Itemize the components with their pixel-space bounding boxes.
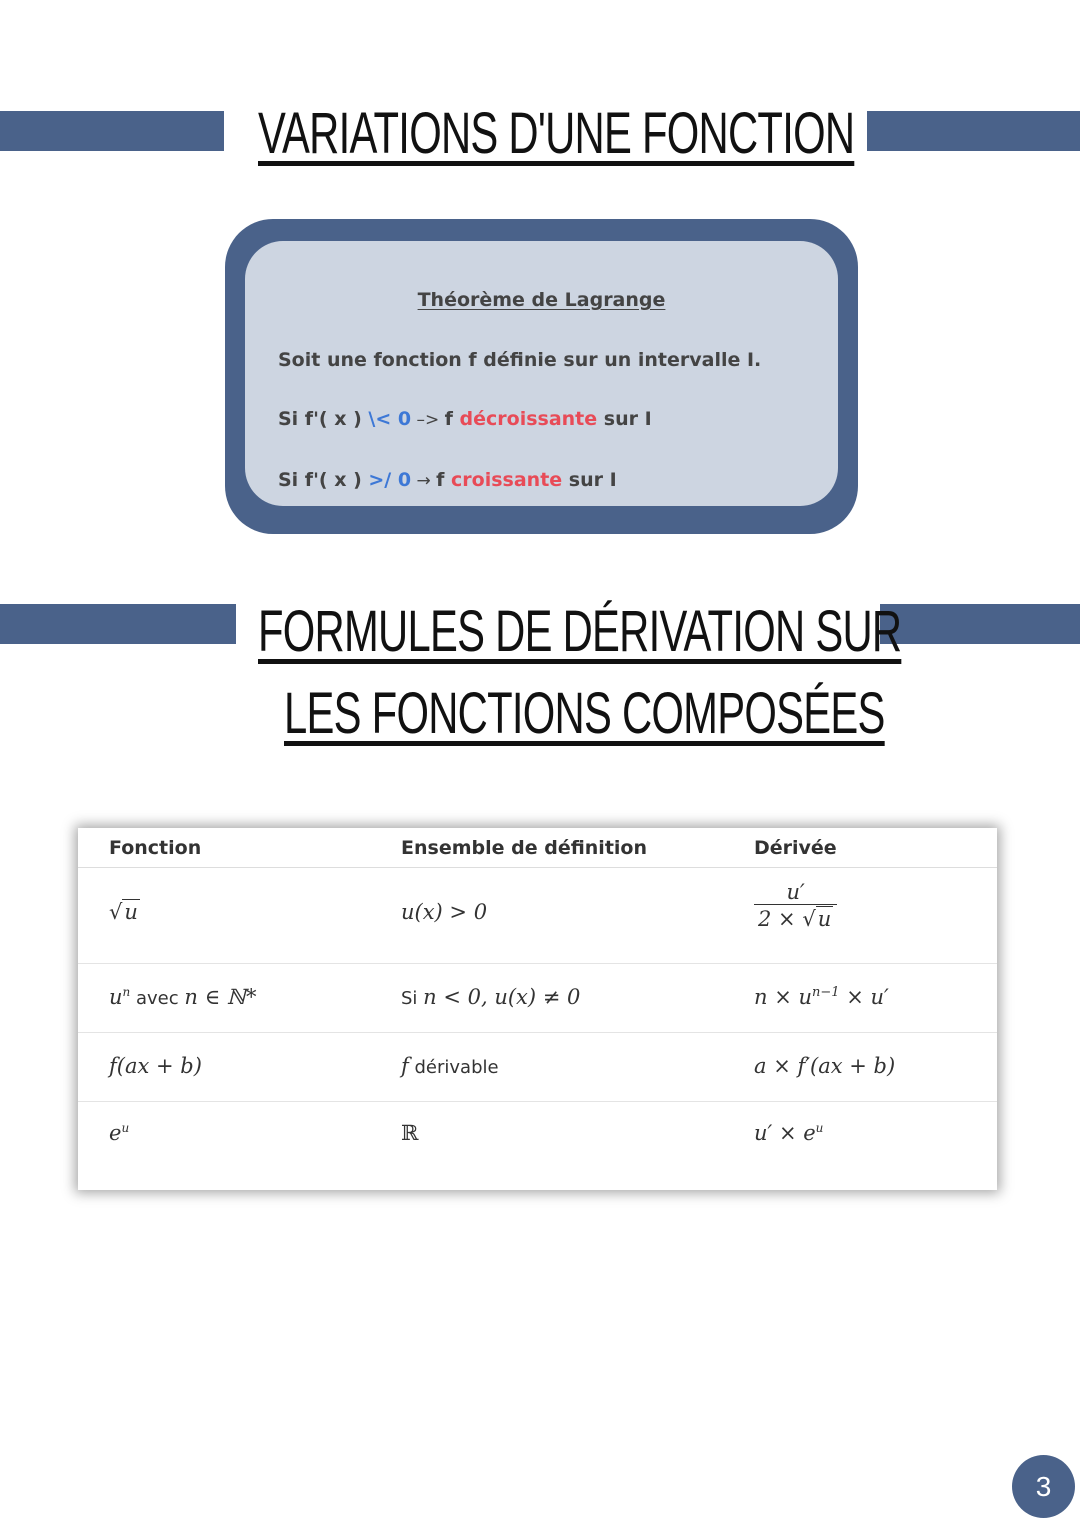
cell-derivee: a × f′(ax + b) (754, 1054, 896, 1078)
heading2-bar-right (880, 604, 1080, 644)
theorem-title: Théorème de Lagrange (417, 289, 666, 311)
cell-fonction: $u^n$ avec n ∈ ℕ* (109, 985, 257, 1009)
page-number-badge: 3 (1012, 1455, 1075, 1518)
increasing-suffix: sur I (562, 469, 617, 491)
decreasing-word: décroissante (459, 408, 598, 430)
cell-ensemble: ℝ (401, 1121, 419, 1145)
derivation-table (78, 828, 997, 1190)
table-row (78, 1101, 997, 1161)
header-derivee: Dérivée (754, 837, 837, 859)
table-row (78, 963, 997, 1033)
theorem-line-increasing (278, 469, 617, 491)
cell-fonction: $e^u$ (109, 1121, 130, 1145)
decreasing-f: f (444, 408, 460, 430)
theorem-box-inner (245, 241, 838, 506)
cell-fonction: f(ax + b) (109, 1054, 202, 1078)
increasing-prefix: Si f'( x ) (278, 469, 369, 491)
header-fonction: Fonction (109, 837, 202, 859)
cell-ensemble: u(x) > 0 (401, 900, 488, 924)
increasing-sign: >/ (368, 469, 398, 491)
section-title-formules-line2: LES FONCTIONS COMPOSÉES (284, 681, 885, 746)
theorem-line-decreasing (278, 408, 652, 430)
heading-bar-left (0, 111, 224, 151)
decreasing-arrow: –> (411, 410, 445, 430)
heading-bar-right (867, 111, 1080, 151)
theorem-line-definition: Soit une fonction f définie sur un intervalle I. (278, 349, 762, 371)
theorem-box (225, 219, 858, 534)
section-title-formules-line1: FORMULES DE DÉRIVATION SUR (258, 599, 902, 664)
table-row (78, 1032, 997, 1102)
decreasing-sign: \< 0 (368, 408, 412, 430)
derivee-fraction: $\frac{u'}{2 \times √u}$ (754, 880, 837, 931)
cell-fonction: √u (109, 900, 138, 924)
increasing-word: croissante (451, 469, 563, 491)
cell-derivee (754, 880, 837, 931)
cell-ensemble: f dérivable (401, 1054, 499, 1078)
decreasing-prefix: Si f'( x ) (278, 408, 369, 430)
table-header (78, 833, 997, 868)
increasing-f: f (436, 469, 452, 491)
decreasing-suffix: sur I (597, 408, 652, 430)
section-title-variations: VARIATIONS D'UNE FONCTION (258, 101, 855, 166)
increasing-arrow: → (411, 471, 437, 491)
header-ensemble: Ensemble de définition (401, 837, 647, 859)
table-row (78, 868, 997, 964)
cell-derivee: $u' \times e^u$ (754, 1121, 824, 1145)
cell-ensemble: Si n < 0, u(x) ≠ 0 (401, 985, 581, 1009)
increasing-zero: 0 (397, 469, 412, 491)
heading2-bar-left (0, 604, 236, 644)
cell-derivee: $n \times u^{n-1} \times u'$ (754, 985, 889, 1009)
